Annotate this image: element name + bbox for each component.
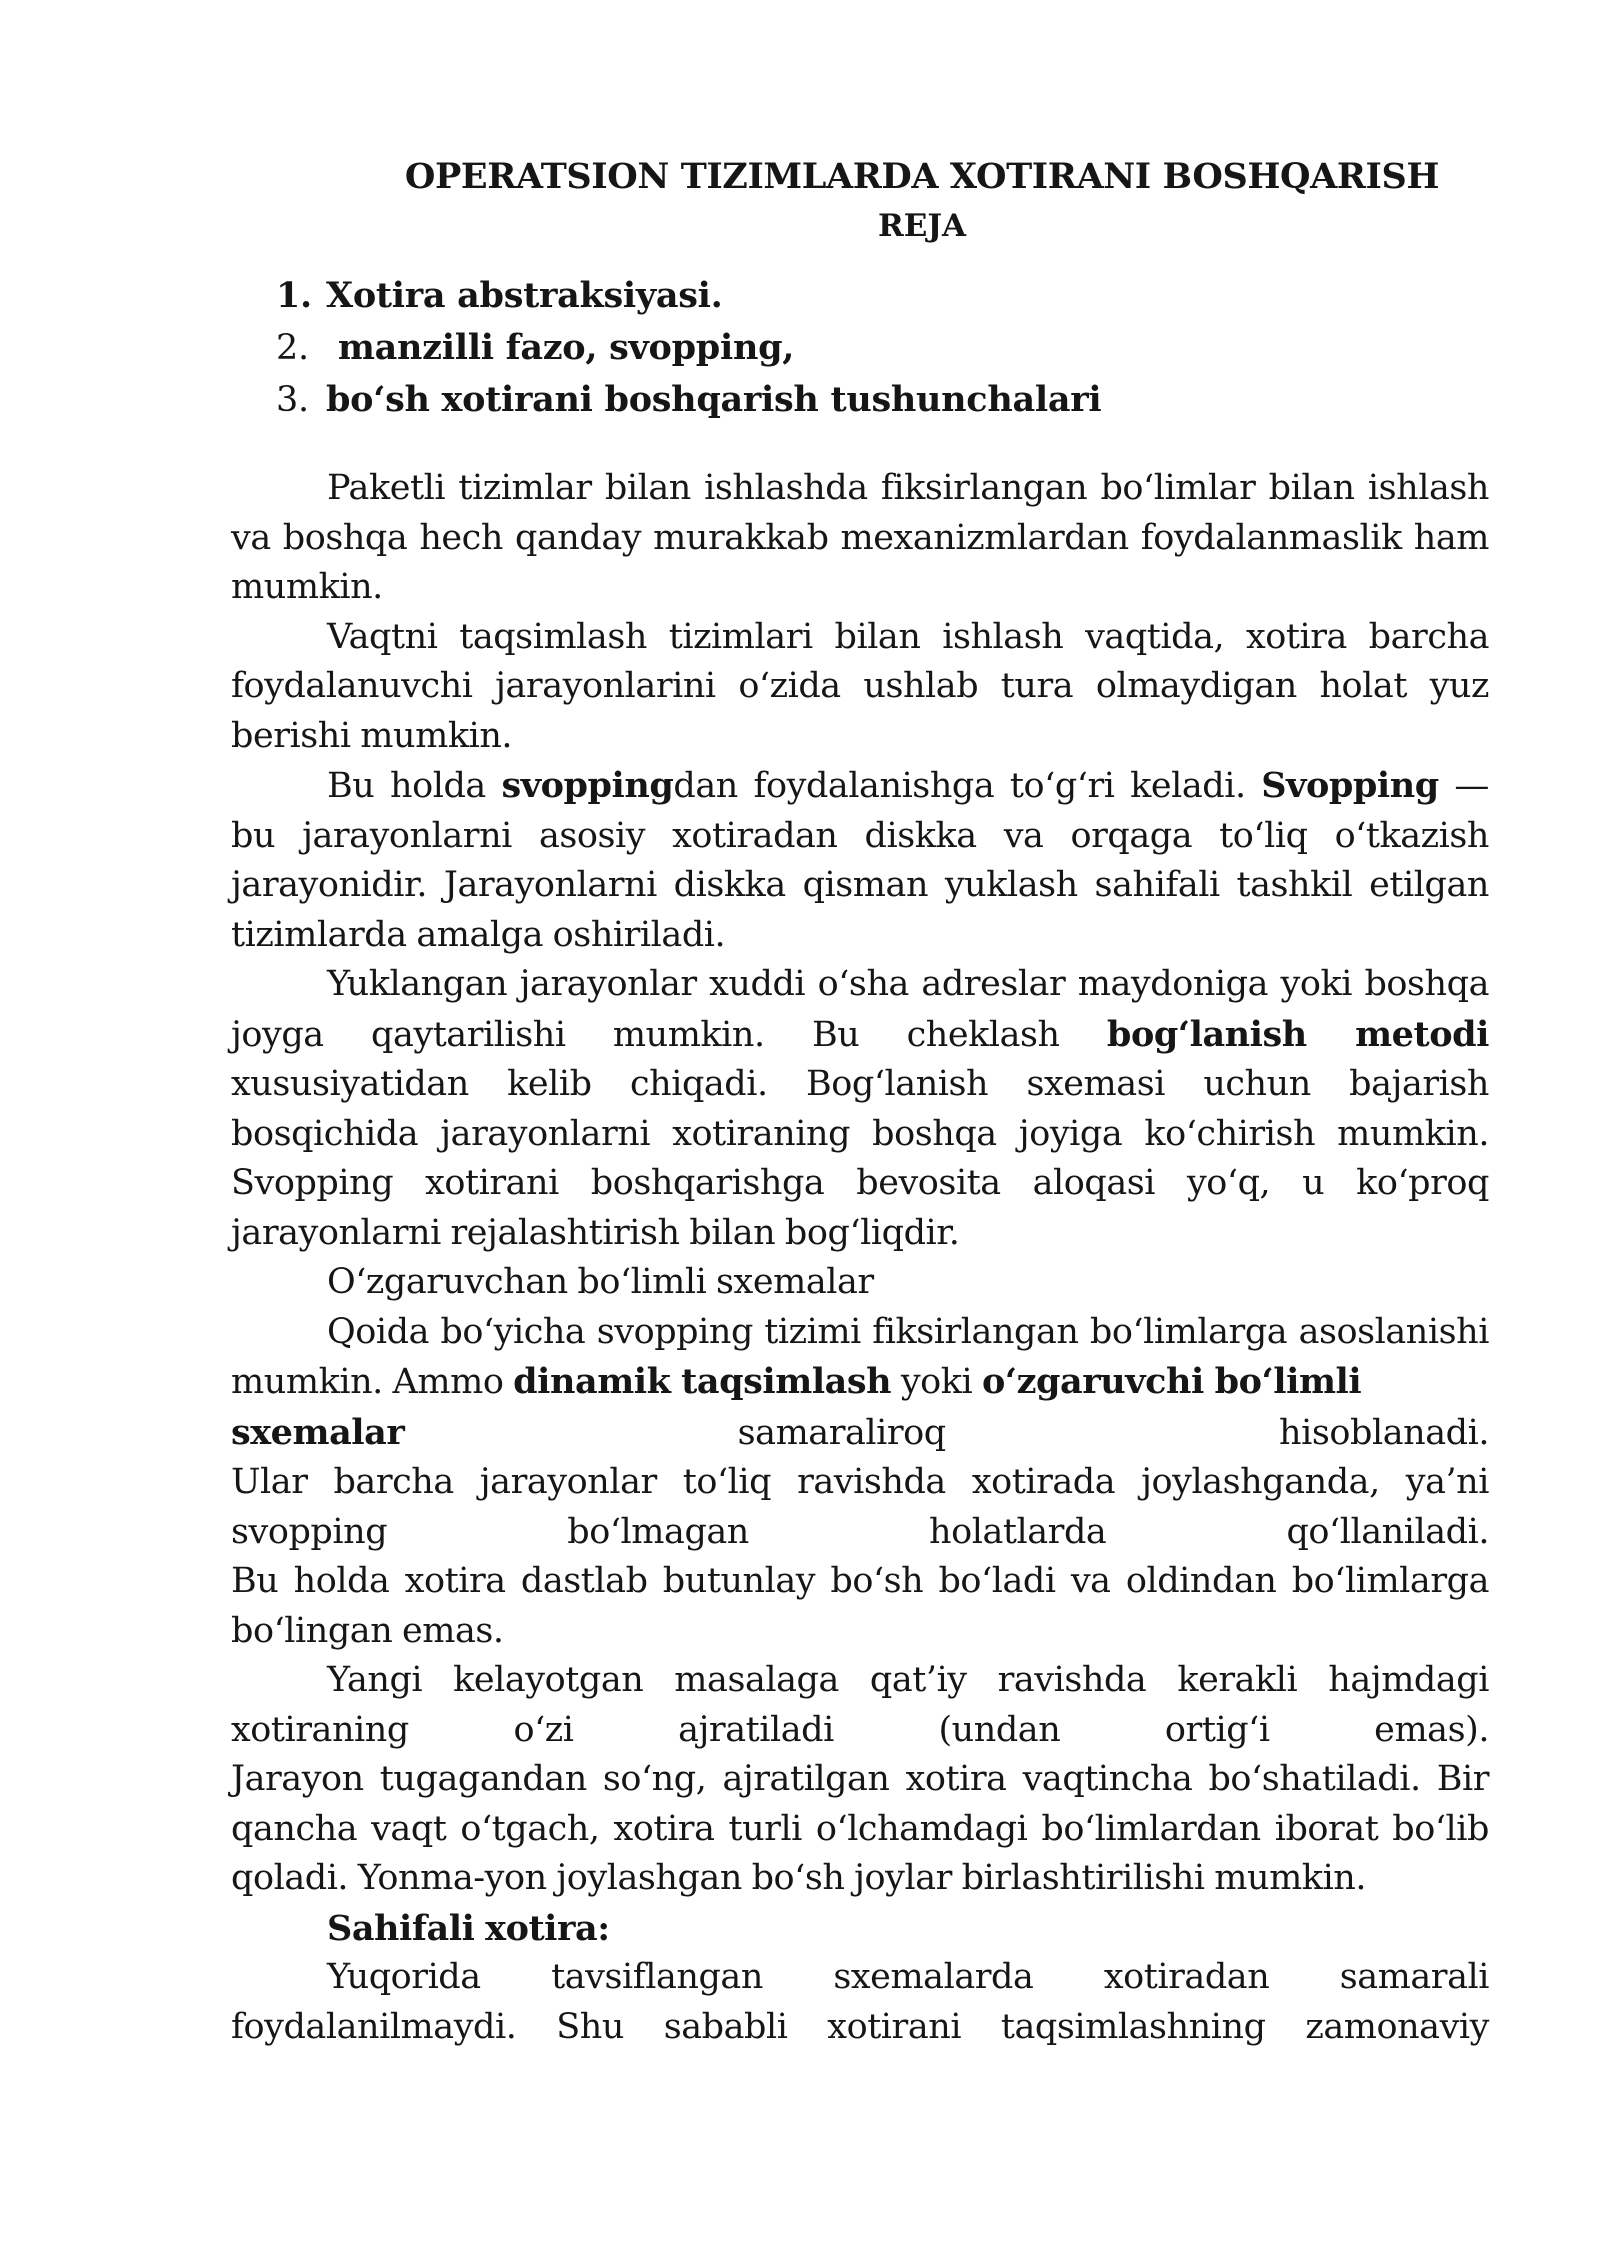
paragraph: Paketli tizimlar bilan ishlashda fiksirlangan bo‘limlar bilan ishlash va boshqa hech qanday murakkab mexanizmlardan foydalanmaslik ham mumkin. [231, 468, 1489, 607]
justified-line [231, 1408, 1489, 1459]
paragraph [231, 761, 1489, 960]
paragraph [231, 960, 1489, 1258]
plan-item [276, 270, 1489, 322]
document-body [231, 464, 1489, 2052]
bold-term: bog‘lanish metodi [1106, 1013, 1489, 1055]
document-subtitle: REJA [877, 208, 967, 244]
plan-item-text: manzilli fazo, svopping, [326, 327, 795, 368]
paragraph [231, 1656, 1489, 1904]
text-run: Bu holda xotira dastlab butunlay bo‘sh bo‘ladi va oldindan bo‘limlarga bo‘lingan emas. [231, 1561, 1489, 1651]
text-run: yoki [891, 1362, 982, 1402]
paragraph [231, 1308, 1489, 1657]
text-run: — bu jarayonlarni asosiy xotiradan diskka va orqaga to‘liq o‘tkazish jarayonidir. Jarayonlarni diskka qisman yuklash sahifali tashkil etilgan tizimlarda amalga oshiriladi. [231, 766, 1489, 955]
plan-item-number: 3. [276, 380, 309, 420]
text-run: Qoida bo‘yicha svopping tizimi fiksirlangan bo‘limlarga asoslanishi mumkin. Ammo [231, 1311, 1489, 1402]
plan-item-text: bo‘sh xotirani boshqarish tushunchalari [326, 379, 1102, 420]
plan-item [276, 322, 1489, 374]
text-run: Bu holda [327, 766, 502, 806]
text-run: Jarayon tugagandan so‘ng, ajratilgan xotira vaqtincha bo‘shatiladi. Bir qancha vaqt o‘tgach, xotira turli o‘lchamdagi bo‘limlardan iborat bo‘lib qoladi. Yonma-yon joylashgan bo‘sh joylar birlashtirilishi mumkin. [231, 1759, 1489, 1898]
bold-term: Svopping [1261, 765, 1439, 806]
paragraph: Yuqorida tavsiflangan sxemalarda xotiradan samarali foydalanilmaydi. Shu sababli xotirani taqsimlashning zamonaviy [231, 1957, 1489, 2047]
document-title: OPERATSION TIZIMLARDA XOTIRANI BOSHQARISH [404, 156, 1440, 197]
text-run: dan foydalanishga to‘g‘ri keladi. [673, 766, 1262, 806]
text-run: Yuklangan jarayonlar xuddi o‘sha adreslar maydoniga yoki boshqa joyga qaytarilishi mumkin. Bu cheklash [231, 964, 1489, 1055]
document-content [231, 150, 1489, 2052]
bold-term: o‘zgaruvchi bo‘limli [981, 1361, 1362, 1402]
paragraph: Vaqtni taqsimlash tizimlari bilan ishlash vaqtida, xotira barcha foydalanuvchi jarayonlarini o‘zida ushlab tura olmaydigan holat yuz berishi mumkin. [231, 616, 1489, 756]
justified-line: svopping bo‘lmagan holatlarda qo‘llaniladi. [231, 1511, 1489, 1552]
bold-term: dinamik taqsimlash [513, 1361, 892, 1402]
plan-item-number: 2. [276, 328, 309, 368]
plan-item-number: 1. [276, 275, 312, 316]
bold-term: svopping [501, 765, 674, 806]
plan-item [276, 374, 1489, 426]
bold-term: sxemalar [231, 1411, 405, 1453]
justified-line: Yangi kelayotgan masalaga qat’iy ravishda kerakli hajmdagi [327, 1660, 1489, 1700]
text-run: samaraliroq hisoblanadi. [404, 1412, 1489, 1453]
section-heading: Sahifali xotira: [327, 1907, 610, 1949]
text-run: xususiyatidan kelib chiqadi. Bog‘lanish sxemasi uchun bajarish bosqichida jarayonlarni xotiraning boshqa joyiga ko‘chirish mumkin. Svopping xotirani boshqarishga bevosita aloqasi yo‘q, u ko‘proq jarayonlarni rejalashtirish bilan bog‘liqdir. [231, 1064, 1489, 1253]
paragraph: O‘zgaruvchan bo‘limli sxemalar [327, 1262, 874, 1302]
plan-list [231, 270, 1489, 426]
justified-line: xotiraning o‘zi ajratiladi (undan ortig‘i emas). [231, 1709, 1489, 1750]
justified-line: Ular barcha jarayonlar to‘liq ravishda xotirada joylashganda, ya’ni [231, 1462, 1489, 1502]
plan-item-text: Xotira abstraksiyasi. [326, 275, 723, 316]
